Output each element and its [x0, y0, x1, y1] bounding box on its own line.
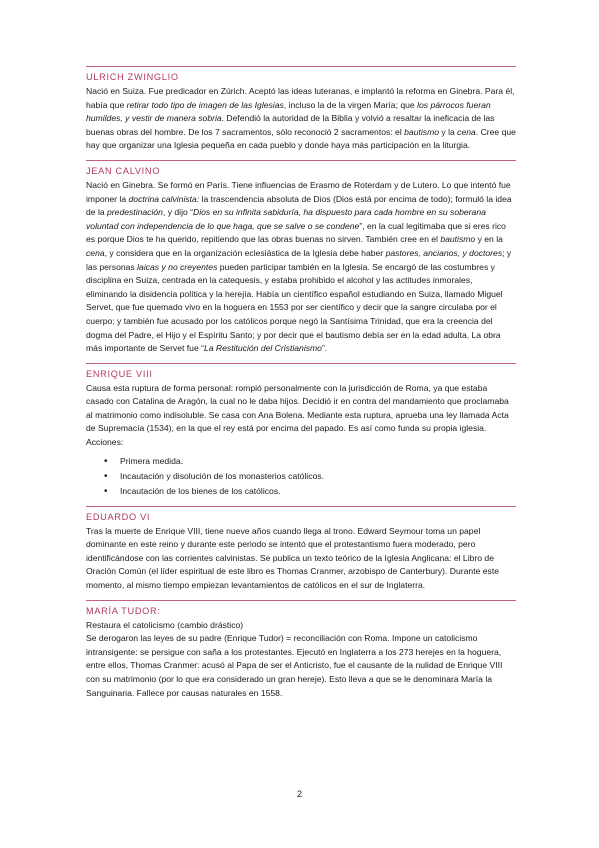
section-body: Tras la muerte de Enrique VIII, tiene nueve años cuando llega al trono. Edward Seymour toma un papel dominante en este reino y durante este periodo se intentó que el protestantismo fuera moderado, pero identificándose con las corrientes calvinistas. Se publica un texto teórico de la Iglesia Anglicana: el Libro de Oración Común (el líder espiritual de este libro es Thomas Cranmer, arzobispo de Canterbury). Durante este momento, al mismo tiempo empiezan levantamientos de católicos en el sur de Inglaterra. [86, 525, 500, 591]
section-eduardo-vi [86, 506, 516, 593]
section-enrique-viii [86, 363, 516, 499]
section-heading: EDUARDO VI [86, 511, 151, 522]
section-heading: MARÍA TUDOR: [86, 605, 161, 616]
section-calvino [86, 160, 516, 356]
list-item: • Incautación y disolución de los monasterios católicos. [104, 469, 516, 484]
section-body: Nació en Ginebra. Se formó en París. Tiene influencias de Erasmo de Roterdam y de Lutero. Lo que intentó fue imponer la doctrina calvinista: la trascendencia absoluta de Dios (Dios está por encima de todo); formuló la idea de la predestinación, y dijo “Dios en su infinita sabiduría, ha dispuesto para cada hombre en su soberana voluntad con independencia de lo que haga, que se salve o se condene”, en la cual legitimaba que si eres rico es porque Dios te ha querido, repitiendo que las obras buenas no sirven. También cree en el bautismo y en la cena, y considera que en la organización eclesiástica de la Iglesia debe haber pastores, ancianos, y doctores; y las personas laicas y no creyentes pueden participar también en la Iglesia. Se encargó de las costumbres y disciplina en Suiza, centrada en la catequesis, y estaba prohibido el alcohol y las actitudes inmorales, eliminando la disidencia política y la herejía. Había un científico español estudiando en Suiza, llamado Miguel Servet, que fue quemado vivo en la hoguera en 1553 por ser científico y decir que la sangre circulaba por el cuerpo; y también fue acusado por los católicos porque negó la Santísima Trinidad, que era la creencia del dogma del Padre, el Hijo y el Espíritu Santo; y por decir que el bautismo debía ser en la edad adulta. La obra más importante de Servet fue “La Restitución del Cristianismo”. [86, 179, 512, 354]
section-heading: JEAN CALVINO [86, 165, 161, 176]
section-heading: ENRIQUE VIII [86, 368, 153, 379]
section-body: Se derogaron las leyes de su padre (Enrique Tudor) = reconciliación con Roma. Impone un catolicismo intransigente: se persigue con saña a los protestantes. Ejecutó en Inglaterra a los 273 herejes en la hoguera, entre ellos, Thomas Cranmer: acusó al Papa de ser el Anticristo, fue el causante de la nulidad de Enrique VIII con su matrimonio (por lo que era considerado un gran hereje). Esto lleva a que se le denominara María la Sanguinaria. Fallece por causas naturales en 1558. [86, 633, 503, 698]
actions-list [86, 454, 516, 499]
section-heading: ULRICH ZWINGLIO [86, 72, 179, 82]
section-subheading: Restaura el catolicismo (cambio drástico) [86, 619, 244, 630]
list-item: • Primera medida. [104, 454, 516, 469]
section-maria-tudor [86, 600, 516, 701]
section-zwinglio [86, 66, 516, 153]
section-body: Causa esta ruptura de forma personal: rompió personalmente con la jurisdicción de Roma, ya que estaba casado con Catalina de Aragón, la cual no le daba hijos. Decidió ir en contra del mandamiento que proclamaba al matrimonio como indisoluble. Se casa con Ana Bolena. Mediante esta ruptura, aprueba una ley llamada Acta de Supremacía (1534), en la que el rey está por encima del papado. Es así como funda su propia iglesia. Acciones: [86, 382, 509, 448]
document-page [86, 66, 516, 707]
section-body: Nació en Suiza. Fue predicador en Zúrich. Aceptó las ideas luteranas, e implantó la reforma en Ginebra. Para él, había que retirar todo tipo de imagen de las Iglesias, incluso la de la virgen María; que los párrocos fueran humildes, y vestir de manera sobria. Defendió la autoridad de la Biblia y volvió a resaltar la ineficacia de las buenas obras del hombre. De los 7 sacramentos, sólo reconoció 2 sacramentos: el bautismo y la cena. Cree que hay que organizar una Iglesia pequeña en cada pueblo y donde haya más participación en la liturgia. [86, 86, 516, 151]
page-number: 2 [296, 789, 302, 799]
list-item: • Incautación de los bienes de los católicos. [104, 484, 516, 499]
